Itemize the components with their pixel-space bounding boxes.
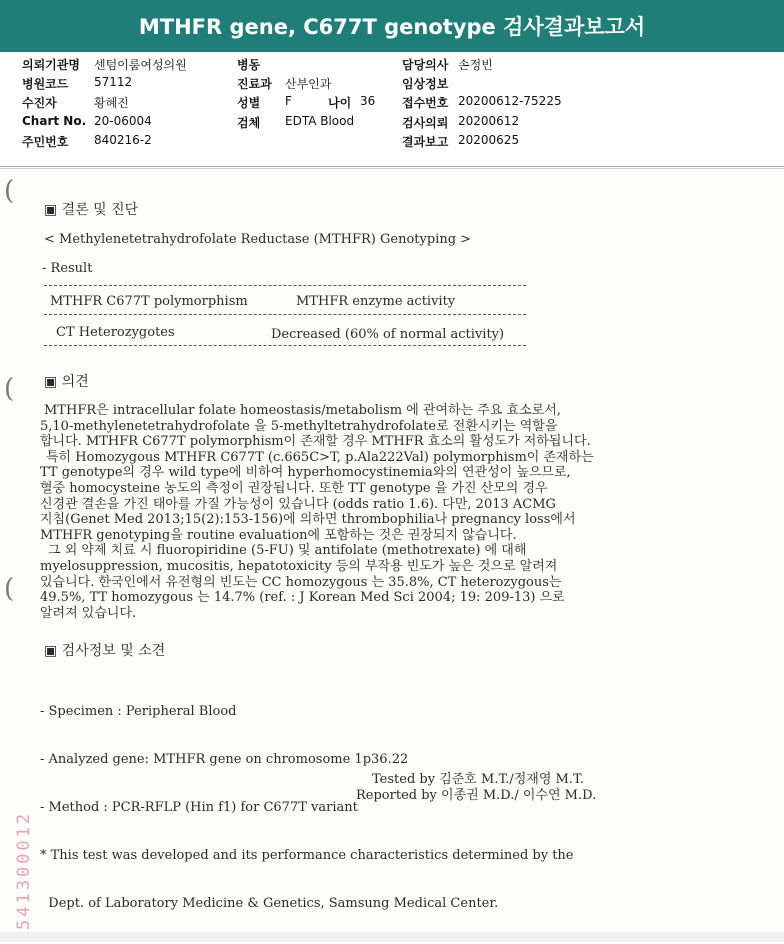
bottom-edge <box>0 932 784 942</box>
value-requesting-institution: 센텀이룸여성의원 <box>94 58 187 72</box>
label-resident-no: 주민번호 <box>22 135 69 149</box>
test-info-line: - Specimen : Peripheral Blood <box>40 704 237 719</box>
label-chart-no: Chart No. <box>22 114 87 128</box>
opinion-line: 49.5%, TT homozygous 는 14.7% (ref. : J Korean Med Sci 2004; 19: 209-13) 으로 <box>40 590 565 606</box>
test-info-line: - Method : PCR-RFLP (Hin f1) for C677T variant <box>40 800 358 815</box>
value-report-date: 20200625 <box>458 133 520 147</box>
test-info-line: - Analyzed gene: MTHFR gene on chromosome 1p36.22 <box>40 752 409 767</box>
report-title: MTHFR gene, C677T genotype 검사결과보고서 <box>0 0 784 52</box>
header-divider-shadow <box>0 168 784 169</box>
test-info-line: Dept. of Laboratory Medicine & Genetics, Samsung Medical Center. <box>40 896 499 911</box>
section-opinion-title: ▣ 의견 <box>44 374 89 390</box>
specimen-number-stamp: 541300012 <box>14 810 34 930</box>
label-receipt-no: 접수번호 <box>402 96 449 110</box>
label-sex: 성별 <box>237 96 261 110</box>
value-age: 36 <box>360 94 376 108</box>
result-label: - Result <box>42 261 93 276</box>
opinion-line: 특히 Homozygous MTHFR C677T (c.665C>T, p.Ala222Val) polymorphism이 존재하는 <box>46 449 594 465</box>
table-top-rule <box>44 285 526 286</box>
opinion-line: 합니다. MTHFR C677T polymorphism이 존재할 경우 MTHFR 효소의 활성도가 저하됩니다. <box>40 434 591 450</box>
reported-by: Reported by 이종권 M.D./ 이수연 M.D. <box>356 788 597 803</box>
table-header-polymorphism: MTHFR C677T polymorphism <box>50 294 248 309</box>
value-patient: 황혜진 <box>94 96 129 110</box>
value-sex: F <box>285 94 292 108</box>
value-hospital-code: 57112 <box>94 75 133 89</box>
opinion-line: 지침(Genet Med 2013;15(2):153-156)에 의하면 thrombophilia나 pregnancy loss에서 <box>40 512 576 528</box>
opinion-line: myelosuppression, mucositis, hepatotoxicity 등의 부작용 빈도가 높은 것으로 알려져 <box>40 558 558 574</box>
label-hospital-code: 병원코드 <box>22 77 69 91</box>
binder-hole-mark: ( <box>4 374 15 404</box>
binder-hole-mark: ( <box>4 176 15 206</box>
opinion-line: 있습니다. 한국인에서 유전형의 빈도는 CC homozygous 는 35.8%, CT heterozygous는 <box>40 574 562 590</box>
value-receipt-no: 20200612-75225 <box>458 94 562 108</box>
section-test-info-title: ▣ 검사정보 및 소견 <box>44 643 166 659</box>
value-department: 산부인과 <box>285 77 332 91</box>
label-ward: 병동 <box>237 58 261 72</box>
label-requesting-institution: 의뢰기관명 <box>22 58 80 72</box>
value-specimen: EDTA Blood <box>285 114 355 128</box>
label-request-date: 검사의뢰 <box>402 116 449 130</box>
section-conclusion-title: ▣ 결론 및 진단 <box>44 202 139 218</box>
patient-info-panel <box>0 54 784 166</box>
opinion-line: TT genotype의 경우 wild type에 비하여 hyperhomocystinemia와의 연관성이 높으므로, <box>40 465 571 481</box>
opinion-line: 혈중 homocysteine 농도의 측정이 권장됩니다. 또한 TT genotype 을 가진 산모의 경우 <box>40 480 548 496</box>
opinion-line: 5,10-methylenetetrahydrofolate 을 5-methyltetrahydrofolate로 전환시키는 역할을 <box>40 418 558 434</box>
label-doctor: 담당의사 <box>402 58 449 72</box>
opinion-line: MTHFR genotyping을 routine evaluation에 포함하는 것은 권장되지 않습니다. <box>40 527 517 543</box>
table-header-enzyme-activity: MTHFR enzyme activity <box>296 294 456 309</box>
opinion-line: 알려져 있습니다. <box>40 605 137 621</box>
label-patient: 수진자 <box>22 96 57 110</box>
genotyping-subtitle: < Methylenetetrahydrofolate Reductase (MTHFR) Genotyping > <box>44 232 472 247</box>
table-bottom-rule <box>44 345 526 346</box>
label-clinical-info: 임상정보 <box>402 77 449 91</box>
scanned-report-body <box>0 170 784 942</box>
opinion-line: 신경관 결손을 가진 태아를 가질 가능성이 있습니다 (odds ratio 1.6). 다만, 2013 ACMG <box>40 496 556 512</box>
binder-hole-mark: ( <box>4 574 15 604</box>
table-cell-genotype: CT Heterozygotes <box>56 325 175 340</box>
label-report-date: 결과보고 <box>402 135 449 149</box>
value-chart-no: 20-06004 <box>94 114 152 128</box>
opinion-paragraph <box>40 403 594 621</box>
opinion-line: MTHFR은 intracellular folate homeostasis/metabolism 에 관여하는 주요 효소로서, <box>44 403 561 418</box>
opinion-line: 그 외 약제 치료 시 fluoropiridine (5-FU) 및 antifolate (methotrexate) 에 대해 <box>48 543 527 559</box>
value-request-date: 20200612 <box>458 114 520 128</box>
header-divider <box>0 166 784 167</box>
value-doctor: 손정빈 <box>458 58 493 72</box>
table-mid-rule <box>44 314 526 315</box>
label-specimen: 검체 <box>237 116 261 130</box>
label-department: 진료과 <box>237 77 272 91</box>
test-info-line: * This test was developed and its performance characteristics determined by the <box>40 848 574 863</box>
tested-by: Tested by 김준호 M.T./정재영 M.T. <box>372 772 584 787</box>
value-resident-no: 840216-2 <box>94 133 152 147</box>
test-info-block <box>40 672 574 944</box>
label-age: 나이 <box>328 96 352 110</box>
table-cell-enzyme-activity: Decreased (60% of normal activity) <box>271 327 505 342</box>
